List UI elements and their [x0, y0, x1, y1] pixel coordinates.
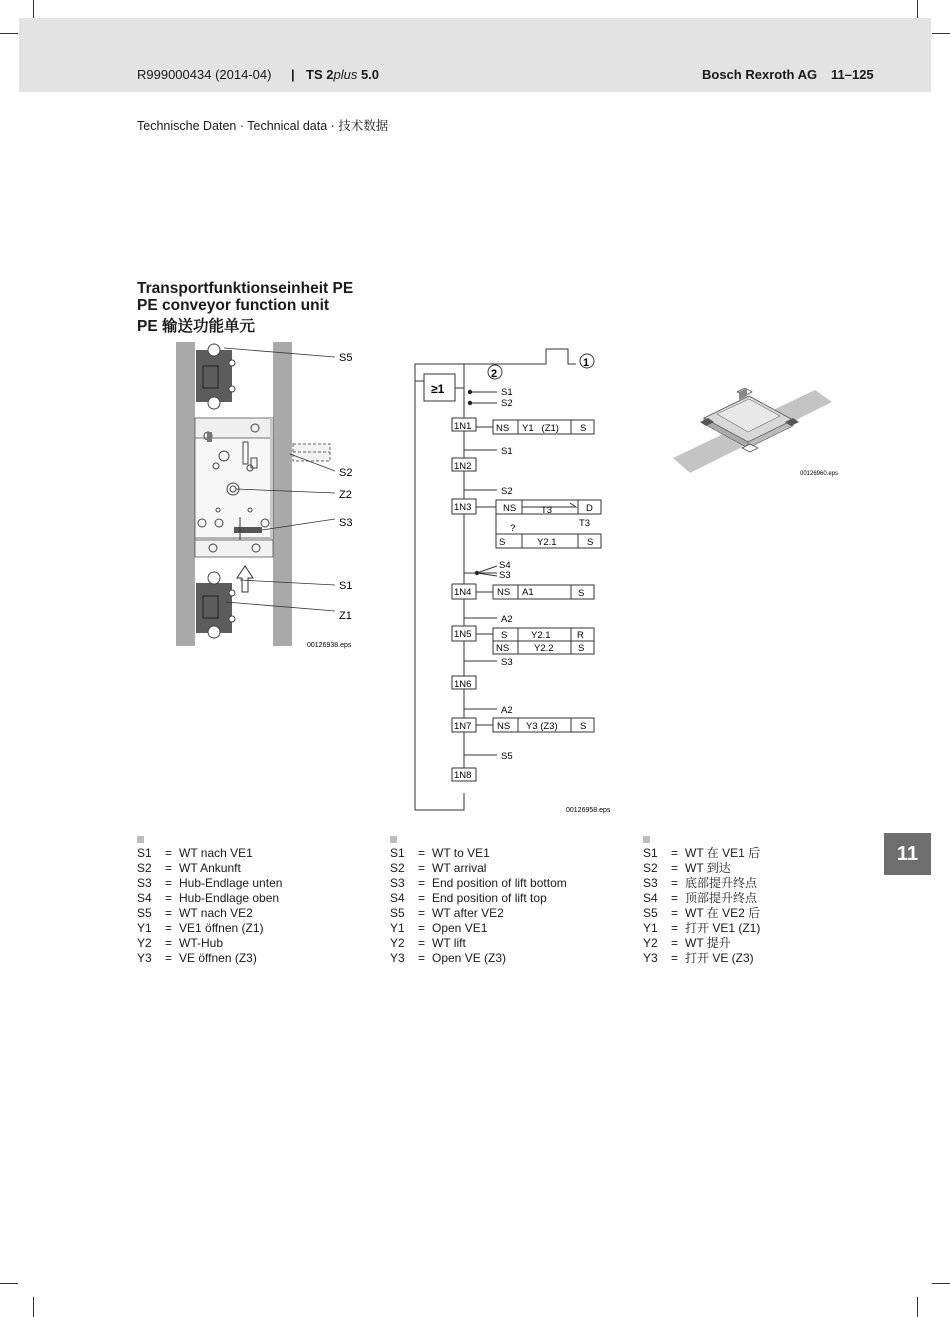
- legend-text: WT-Hub: [179, 936, 224, 950]
- legend-equals: =: [418, 921, 426, 935]
- legend-text: WT lift: [432, 936, 466, 950]
- action-cell: S: [578, 588, 585, 599]
- legend-text: WT 在 VE1 后: [685, 846, 761, 860]
- legend-equals: =: [165, 846, 173, 860]
- chapter-tab: 11: [884, 833, 931, 875]
- action-cell: Y3 (Z3): [526, 721, 558, 732]
- legend-row: [390, 906, 567, 921]
- action-cell: S: [587, 537, 594, 548]
- action-cell: Y2.2: [534, 643, 554, 654]
- legend-chinese: [643, 846, 760, 966]
- action-cell: NS: [503, 503, 517, 514]
- legend-text: 打开 VE1 (Z1): [685, 921, 761, 935]
- action-cell: Y2.1: [531, 630, 551, 641]
- legend-row: [390, 921, 567, 936]
- legend-text: WT 到达: [685, 861, 731, 875]
- legend-equals: =: [418, 861, 426, 875]
- file-label-mechanical: 00126938.eps: [307, 642, 352, 649]
- label-s2: S2: [339, 467, 353, 479]
- legend-code: S5: [137, 906, 152, 920]
- legend-row: [643, 921, 760, 936]
- legend-text: WT Ankunft: [179, 861, 241, 875]
- legend-row: [643, 906, 760, 921]
- legend-equals: =: [671, 861, 679, 875]
- legend-text: 打开 VE (Z3): [685, 951, 754, 965]
- legend-text: End position of lift bottom: [432, 876, 567, 890]
- legend-code: S4: [643, 891, 658, 905]
- label-s3: S3: [339, 517, 353, 529]
- legend-row: [137, 921, 282, 936]
- step-1n6: 1N6: [454, 679, 472, 690]
- step-1n7: 1N7: [454, 721, 472, 732]
- action-cell: S: [580, 423, 587, 434]
- legend-text: WT 在 VE2 后: [685, 906, 761, 920]
- legend-code: S5: [643, 906, 658, 920]
- legend-equals: =: [165, 906, 173, 920]
- action-cell: ?: [510, 523, 516, 534]
- legend-row: [643, 876, 760, 891]
- legend-code: Y2: [643, 936, 658, 950]
- legend-row: [643, 846, 760, 861]
- legend-code: S4: [390, 891, 405, 905]
- action-cell: D: [586, 503, 593, 514]
- legend-code: Y2: [137, 936, 152, 950]
- legend-code: S1: [390, 846, 405, 860]
- legend-text: WT nach VE2: [179, 906, 253, 920]
- transition-s3: S3: [501, 657, 513, 668]
- action-cell: T3: [579, 518, 591, 529]
- legend-equals: =: [418, 891, 426, 905]
- legend-text: VE öffnen (Z3): [179, 951, 257, 965]
- legend-row: [137, 936, 282, 951]
- action-cell: S: [499, 537, 506, 548]
- transition-a2: A2: [501, 614, 513, 625]
- legend-equals: =: [671, 936, 679, 950]
- legend-marker-en: [390, 836, 397, 843]
- action-cell: S: [578, 643, 585, 654]
- legend-row: [137, 891, 282, 906]
- legend-row: [643, 861, 760, 876]
- legend-code: S4: [137, 891, 152, 905]
- legend-code: Y2: [390, 936, 405, 950]
- action-cell: Y1 (Z1): [522, 423, 559, 434]
- product-italic: plus: [333, 67, 358, 82]
- marker-2-label: 2: [491, 368, 498, 380]
- legend-code: S3: [137, 876, 152, 890]
- legend-row: [137, 951, 282, 966]
- step-1n5: 1N5: [454, 629, 472, 640]
- transition-s2: S2: [501, 398, 513, 409]
- action-cell: NS: [496, 643, 510, 654]
- action-cell: S: [580, 721, 587, 732]
- legend-marker-de: [137, 836, 144, 843]
- legend-code: Y1: [137, 921, 152, 935]
- label-s1: S1: [339, 580, 353, 592]
- legend-row: [137, 861, 282, 876]
- legend-english: [390, 846, 567, 966]
- legend-code: Y3: [137, 951, 152, 965]
- legend-text: Open VE1: [432, 921, 488, 935]
- action-cell: A1: [522, 587, 534, 598]
- legend-row: [390, 846, 567, 861]
- legend-code: S2: [643, 861, 658, 875]
- marker-1-label: 1: [583, 357, 590, 369]
- legend-code: Y3: [643, 951, 658, 965]
- legend-equals: =: [671, 906, 679, 920]
- legend-equals: =: [418, 906, 426, 920]
- transition-s1: S1: [501, 446, 513, 457]
- legend-equals: =: [418, 951, 426, 965]
- label-z1: Z1: [339, 610, 352, 622]
- label-z2: Z2: [339, 489, 352, 501]
- legend-row: [137, 846, 282, 861]
- legend-row: [390, 861, 567, 876]
- transition-a2: A2: [501, 705, 513, 716]
- label-s5: S5: [339, 352, 353, 364]
- legend-equals: =: [165, 876, 173, 890]
- legend-equals: =: [165, 921, 173, 935]
- header-separator: |: [291, 67, 295, 82]
- product-prefix: TS 2: [306, 67, 334, 82]
- legend-row: [390, 891, 567, 906]
- legend-code: S1: [137, 846, 152, 860]
- legend-code: S5: [390, 906, 405, 920]
- legend-code: S2: [390, 861, 405, 875]
- legend-equals: =: [418, 936, 426, 950]
- legend-text: WT to VE1: [432, 846, 490, 860]
- legend-text: WT after VE2: [432, 906, 504, 920]
- title-chinese: PE 输送功能单元: [137, 318, 255, 335]
- legend-marker-zh: [643, 836, 650, 843]
- step-1n4: 1N4: [454, 587, 472, 598]
- legend-equals: =: [165, 951, 173, 965]
- step-1n8: 1N8: [454, 770, 472, 781]
- product-suffix: 5.0: [357, 67, 380, 82]
- legend-row: [137, 906, 282, 921]
- legend-text: Hub-Endlage oben: [179, 891, 280, 905]
- section-heading: Technische Daten · Technical data · 技术数据: [137, 119, 389, 133]
- legend-code: Y1: [643, 921, 658, 935]
- transition-s3: S3: [499, 570, 511, 581]
- step-1n1: 1N1: [454, 421, 472, 432]
- legend-equals: =: [165, 861, 173, 875]
- legend-code: Y3: [390, 951, 405, 965]
- legend-code: Y1: [390, 921, 405, 935]
- legend-text: WT arrival: [432, 861, 487, 875]
- legend-text: 底部提升终点: [685, 876, 758, 890]
- action-cell: S: [501, 630, 508, 641]
- file-label-iso: 00126960.eps: [800, 471, 839, 477]
- legend-equals: =: [418, 846, 426, 860]
- transition-s1: S1: [501, 387, 513, 398]
- legend-row: [390, 936, 567, 951]
- legend-equals: =: [671, 891, 679, 905]
- legend-code: S2: [137, 861, 152, 875]
- transition-s2: S2: [501, 486, 513, 497]
- legend-text: Hub-Endlage unten: [179, 876, 283, 890]
- action-cell: Y2.1: [537, 537, 557, 548]
- legend-equals: =: [165, 936, 173, 950]
- action-cell: NS: [497, 587, 511, 598]
- legend-text: WT 提升: [685, 936, 731, 950]
- legend-code: S3: [390, 876, 405, 890]
- legend-code: S1: [643, 846, 658, 860]
- action-cell: NS: [497, 721, 511, 732]
- legend-row: [643, 936, 760, 951]
- legend-equals: =: [165, 891, 173, 905]
- legend-text: WT nach VE1: [179, 846, 253, 860]
- legend-text: Open VE (Z3): [432, 951, 507, 965]
- file-label-diagram: 00126958.eps: [566, 807, 611, 814]
- legend-text: 顶部提升终点: [685, 891, 758, 905]
- action-cell: NS: [496, 423, 510, 434]
- page-number: 11–125: [831, 67, 874, 82]
- action-cell: T3: [541, 505, 553, 516]
- transition-s4: S4: [499, 560, 511, 571]
- action-cell: R: [577, 630, 584, 641]
- legend-row: [390, 876, 567, 891]
- step-1n3: 1N3: [454, 502, 472, 513]
- legend-code: S3: [643, 876, 658, 890]
- transition-s5: S5: [501, 751, 513, 762]
- legend-text: VE1 öffnen (Z1): [179, 921, 264, 935]
- legend-row: [643, 951, 760, 966]
- step-1n2: 1N2: [454, 461, 472, 472]
- or-symbol: ≥1: [431, 382, 445, 396]
- legend-equals: =: [671, 876, 679, 890]
- legend-equals: =: [671, 921, 679, 935]
- legend-row: [137, 876, 282, 891]
- company-name: Bosch Rexroth AG: [702, 67, 818, 82]
- title-german: Transportfunktionseinheit PE: [137, 280, 354, 297]
- title-english: PE conveyor function unit: [137, 297, 330, 314]
- legend-equals: =: [671, 951, 679, 965]
- legend-german: [137, 846, 282, 966]
- legend-row: [643, 891, 760, 906]
- legend-equals: =: [671, 846, 679, 860]
- legend-text: End position of lift top: [432, 891, 547, 905]
- legend-row: [390, 951, 567, 966]
- doc-number: R999000434 (2014-04): [137, 67, 272, 82]
- legend-equals: =: [418, 876, 426, 890]
